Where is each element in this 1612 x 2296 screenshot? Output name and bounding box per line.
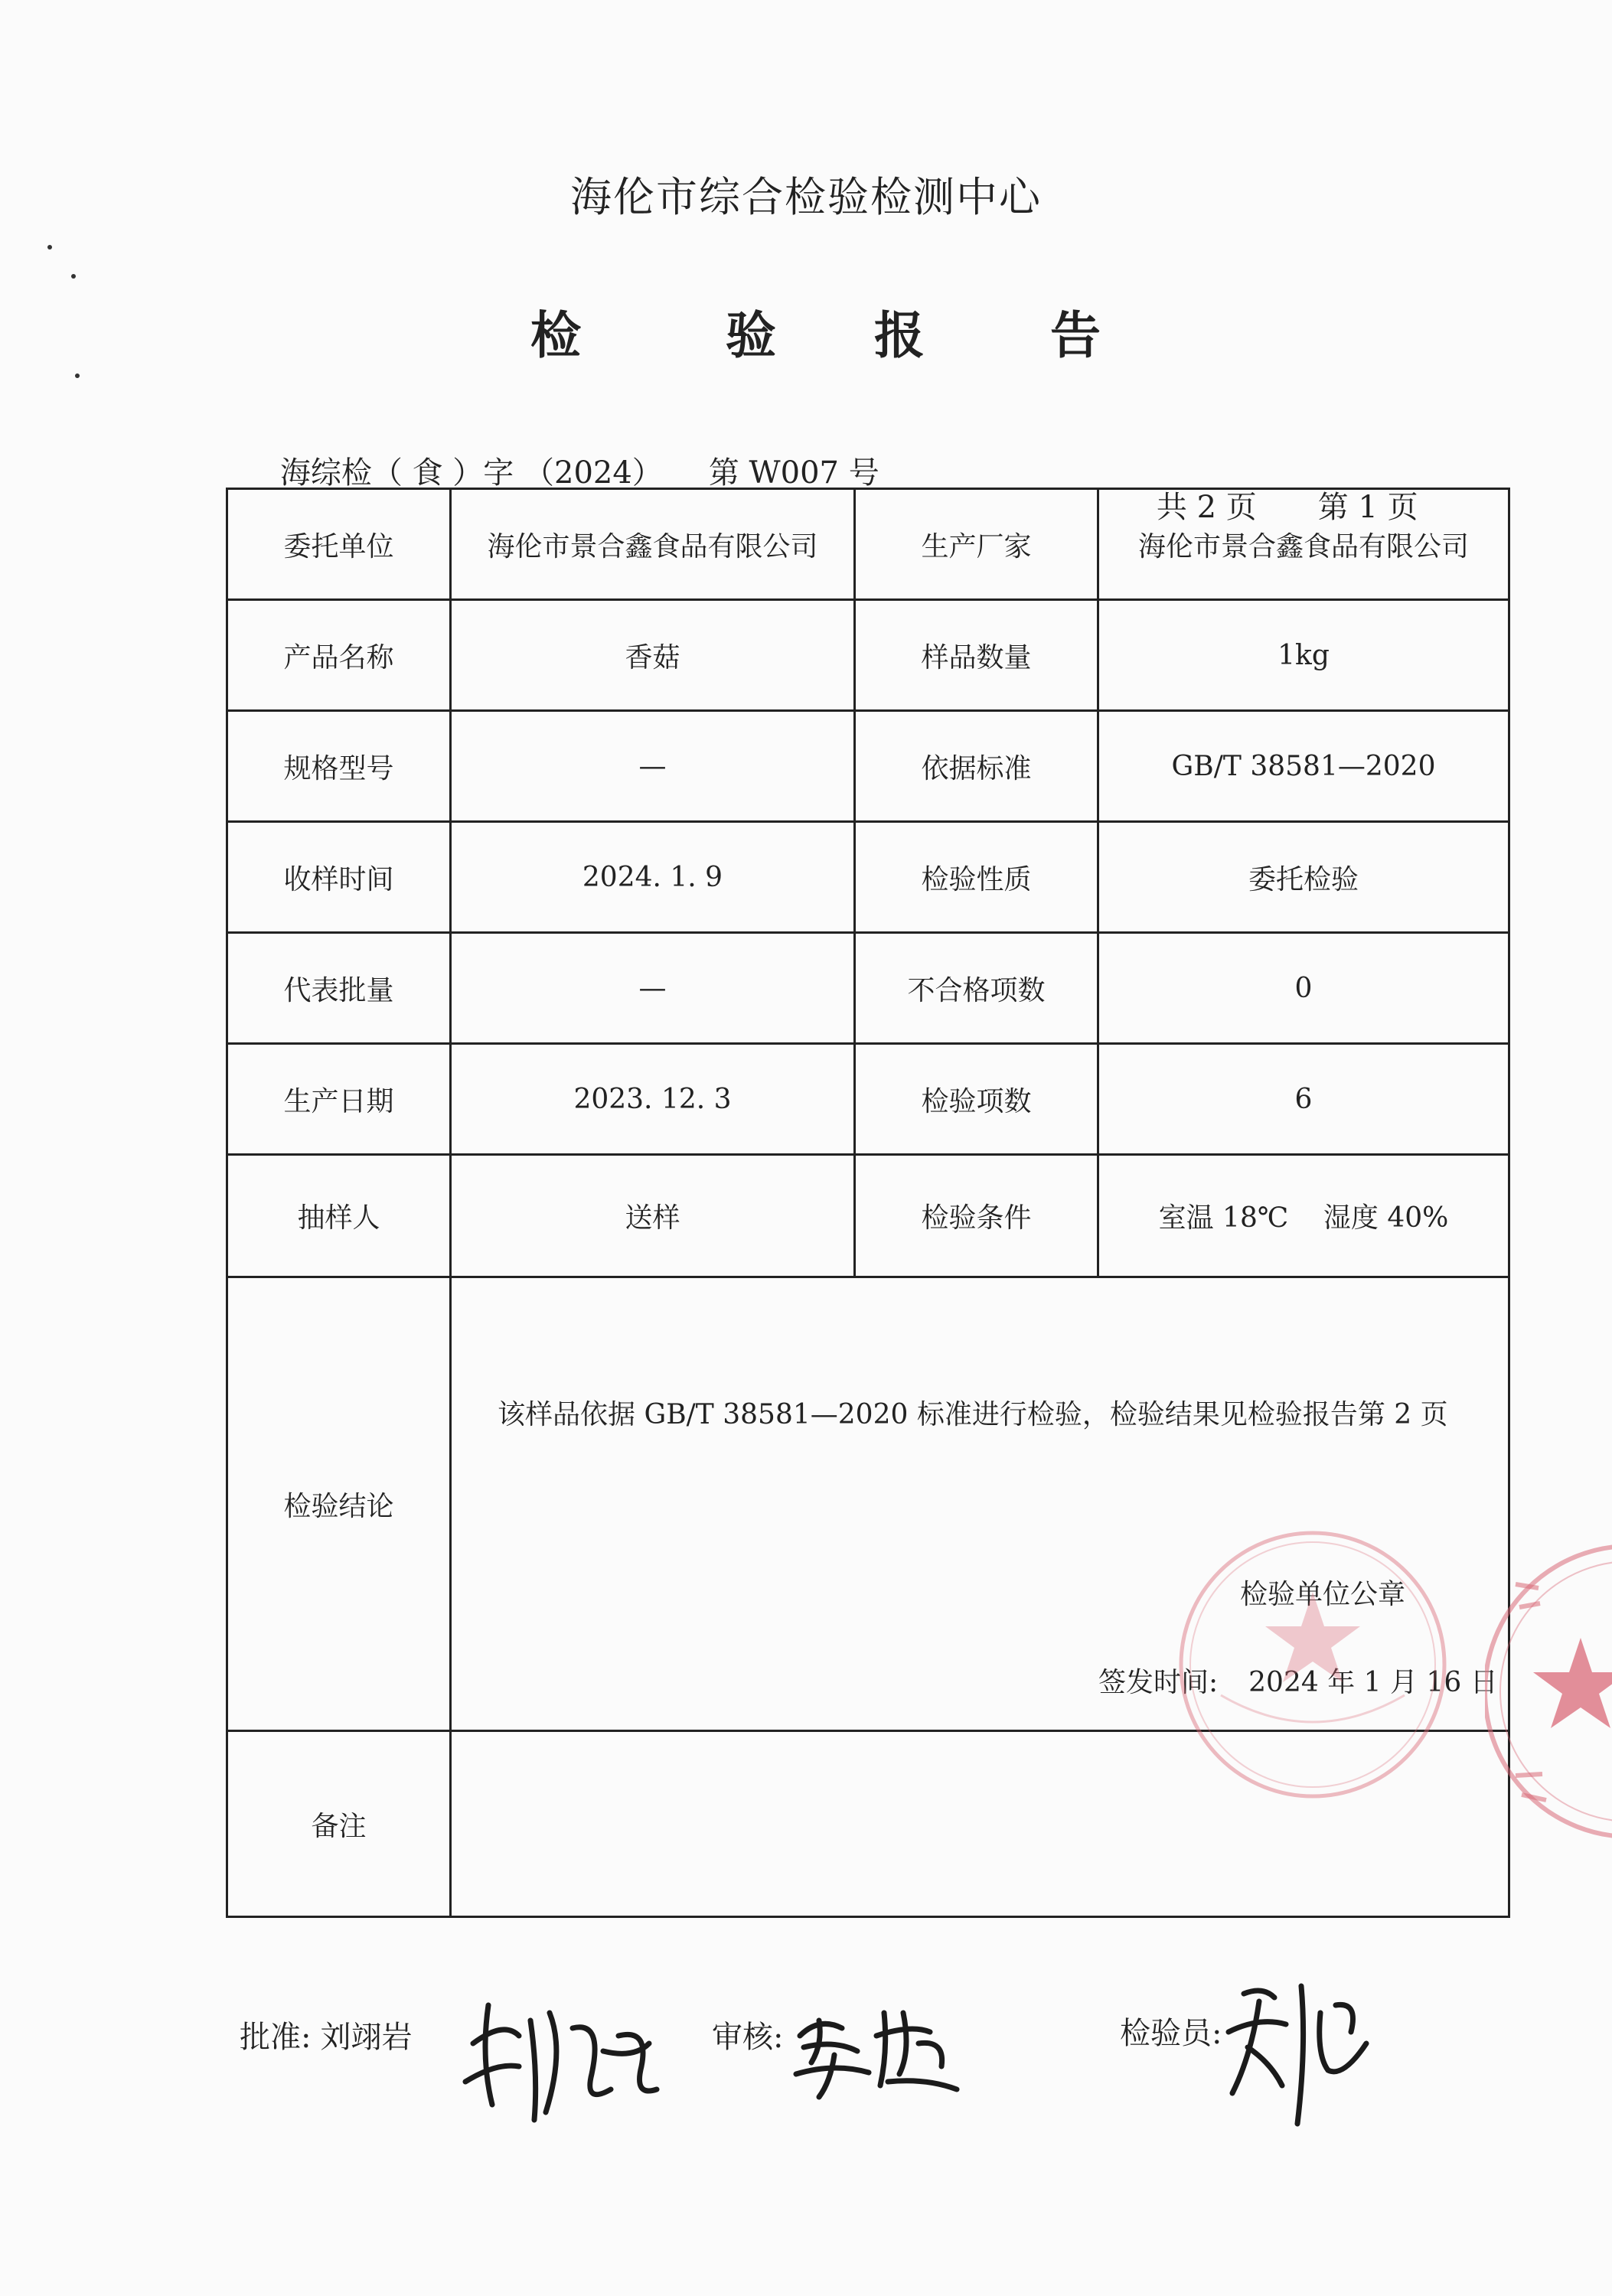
issue-label: 签发时间: (1098, 1667, 1219, 1698)
field-value: 送样 (451, 1155, 855, 1277)
field-value: 室温 18℃ 湿度 40% (1098, 1155, 1509, 1277)
table-row (227, 600, 1509, 711)
approver-label: 批准: (240, 2020, 312, 2055)
report-title-char-3: 报 (874, 305, 925, 365)
scan-speck (71, 274, 76, 279)
field-label: 依据标准 (855, 711, 1098, 822)
issue-date: 2024 年 1 月 16 日 (1248, 1667, 1498, 1698)
conclusion-text: 该样品依据 GB/T 38581—2020 标准进行检验，检验结果见检验报告第 2 页 (498, 1399, 1448, 1430)
table-row (227, 1044, 1509, 1155)
report-title-char-2: 验 (726, 305, 776, 365)
field-label: 产品名称 (227, 600, 451, 711)
field-label: 不合格项数 (855, 933, 1098, 1044)
field-value: 6 (1098, 1044, 1509, 1155)
table-row (227, 933, 1509, 1044)
signature-inspector (1120, 2009, 1222, 2053)
field-label: 收样时间 (227, 822, 451, 933)
report-title-char-1: 检 (530, 305, 581, 365)
reviewer-signature (788, 1990, 964, 2105)
page-total: 共 2 页 (1156, 490, 1257, 525)
field-value: 0 (1098, 933, 1509, 1044)
remarks-row (227, 1731, 1509, 1917)
reviewer-label: 审核: (712, 2020, 784, 2055)
report-number-prefix: 海综检（ 食 ）字 （2024） (279, 455, 663, 491)
conclusion-label: 检验结论 (227, 1277, 451, 1731)
conclusion-row (227, 1277, 1509, 1731)
inspector-signature (1221, 1971, 1374, 2135)
field-label: 样品数量 (855, 600, 1098, 711)
report-number-value: 第 W007 号 (708, 455, 879, 491)
conclusion-cell (451, 1277, 1509, 1731)
report-table (226, 488, 1510, 1918)
field-label: 检验项数 (855, 1044, 1098, 1155)
field-value: 海伦市景合鑫食品有限公司 (451, 489, 855, 600)
seal-label: 检验单位公章 (1240, 1579, 1406, 1610)
field-value: 香菇 (451, 600, 855, 711)
scan-speck (75, 373, 80, 378)
field-value: 1kg (1098, 600, 1509, 711)
table-row (227, 711, 1509, 822)
signature-reviewer (712, 2013, 783, 2056)
field-label: 生产日期 (227, 1044, 451, 1155)
field-label: 生产厂家 (855, 489, 1098, 600)
field-value: 海伦市景合鑫食品有限公司 (1098, 489, 1509, 600)
remarks-value (451, 1731, 1509, 1917)
signature-approver (240, 2013, 412, 2056)
field-value: 2023. 12. 3 (451, 1044, 855, 1155)
report-title-char-4: 告 (1050, 305, 1101, 365)
issue-date-line (1098, 1661, 1498, 1700)
field-value: — (451, 711, 855, 822)
table-row (227, 822, 1509, 933)
field-value: 2024. 1. 9 (451, 822, 855, 933)
field-label: 检验性质 (855, 822, 1098, 933)
scan-speck (47, 245, 52, 249)
table-row (227, 1155, 1509, 1277)
field-label: 检验条件 (855, 1155, 1098, 1277)
table-row (227, 489, 1509, 600)
field-value: 委托检验 (1098, 822, 1509, 933)
field-label: 抽样人 (227, 1155, 451, 1277)
field-label: 委托单位 (227, 489, 451, 600)
approver-name: 刘翊岩 (320, 2020, 413, 2055)
remarks-label: 备注 (227, 1731, 451, 1917)
inspector-label: 检验员: (1120, 2016, 1222, 2051)
field-value: — (451, 933, 855, 1044)
field-value: GB/T 38581—2020 (1098, 711, 1509, 822)
approver-signature (458, 1990, 664, 2135)
field-label: 规格型号 (227, 711, 451, 822)
organization-name: 海伦市综合检验检测中心 (570, 173, 1042, 221)
field-label: 代表批量 (227, 933, 451, 1044)
page-current: 第 1 页 (1317, 490, 1418, 525)
